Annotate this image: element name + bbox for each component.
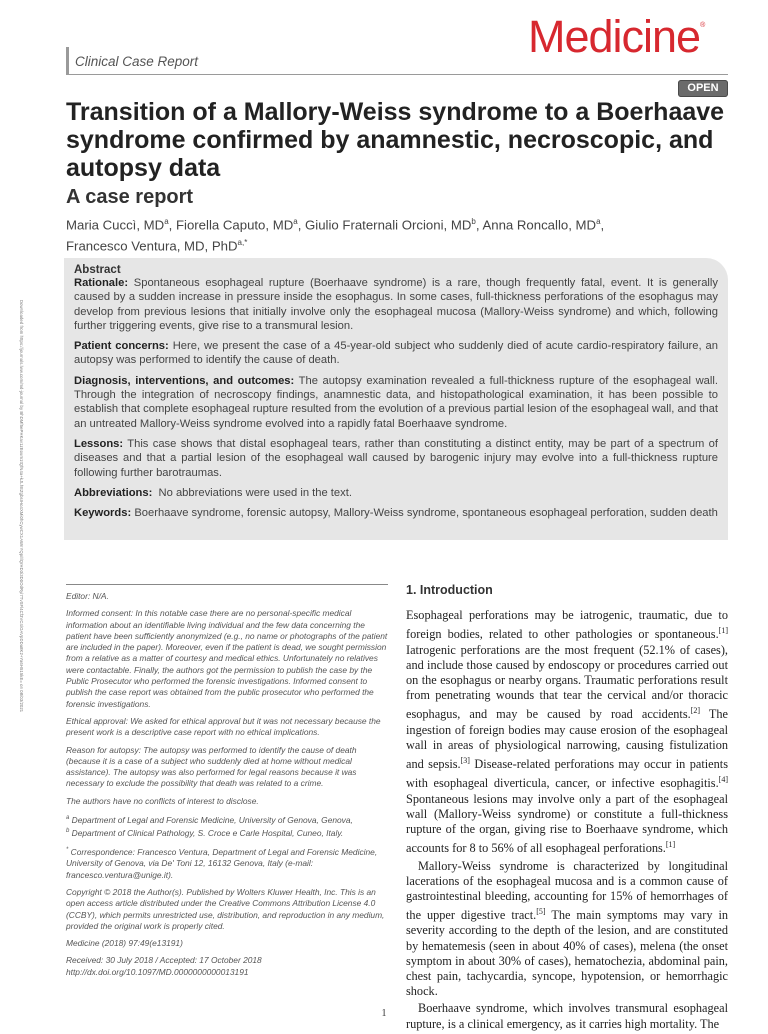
page-number: 1: [381, 1008, 387, 1019]
author-name: Anna Roncallo, MD: [482, 217, 597, 233]
abstract-abbreviations: [74, 486, 718, 500]
affiliation-a: [66, 813, 388, 826]
keywords-text: Boerhaave syndrome, forensic autopsy, Mallory-Weiss syndrome, spontaneous esophageal perforation, sudden death: [134, 507, 718, 520]
received-note: Received: 30 July 2018 / Accepted: 17 October 2018: [66, 955, 262, 966]
citation-note: Medicine (2018) 97:49(e13191): [66, 938, 183, 949]
footnote-column: [66, 584, 388, 984]
correspondence-mark: *: [66, 847, 69, 854]
article-title: Transition of a Mallory-Weiss syndrome to a Boerhaave syndrome confirmed by anamnestic, necroscopic, and autopsy data: [66, 98, 725, 182]
abstract-patient-concerns: [74, 339, 718, 368]
text-run: The main symptoms may vary in severity according to the depth of the lesion, and are constituted by hematemesis (seen in about 40% of cases), melena (the onset symptom in about 30% of cases), hematochezia, abdominal pain, chest pain, tachycardia, syncope, hypotension, or hemorrhagic shock.: [406, 908, 729, 999]
author-separator: ,: [168, 217, 176, 233]
header-divider: [66, 74, 728, 75]
citation-ref[interactable]: [4]: [718, 775, 728, 785]
affiliation-b-mark: b: [66, 828, 70, 835]
abbreviations-label: Abbreviations:: [74, 486, 153, 499]
conflicts-note: The authors have no conflicts of interest to disclose.: [66, 795, 259, 806]
abstract-keywords: [74, 506, 718, 520]
text-run: Spontaneous lesions may involve only a part of the esophageal wall (Mallory-Weiss syndrome) or constitute a full-thickness rupture of the organ, giving rise to Boerhaave syndrome, which accounts for 8 to 56% of all esophageal perforations.: [406, 791, 728, 856]
abstract-diagnosis: [74, 374, 718, 431]
lessons-label: Lessons:: [74, 437, 124, 450]
download-note: Downloaded from https://journals.lww.com/md-journal by BhDMf5ePHKav1zEoum1tQfN4a+kJLhEZgbsIHo4XMi0hCywCX1AWnYQp/IlQrHD3i3D0OdRyi7TvSFl4Cf3VC4/OAVpDDa8K2+Ya6H515kE= on 08/03/2021: [19, 300, 24, 713]
text-run: The ingestion of foreign bodies may cause erosion of the esophageal wall in areas of physiological narrowing, causing fistulization and sepsis.: [406, 707, 728, 772]
rationale-label: Rationale:: [74, 277, 129, 289]
author-affiliation-mark: a: [293, 217, 298, 226]
header-accent-bar: [66, 47, 69, 75]
abstract-heading: Abstract: [74, 264, 121, 276]
editor-note: Editor: N/A.: [66, 591, 109, 601]
text-run: Disease-related perforations may occur in patients with esophageal diverticula, cancer, or infective esophagitis.: [406, 757, 728, 791]
author-affiliation-mark: a,*: [237, 238, 248, 248]
citation-ref[interactable]: [1]: [665, 840, 676, 850]
concerns-label: Patient concerns:: [74, 340, 169, 353]
citation-ref[interactable]: [1]: [718, 626, 728, 636]
citation-ref[interactable]: [2]: [690, 706, 701, 716]
affiliation-a-mark: a: [66, 815, 70, 822]
diagnosis-label: Diagnosis, interventions, and outcomes:: [74, 374, 295, 387]
abstract-lessons: [74, 437, 718, 480]
concerns-text: Here, we present the case of a 45-year-old subject who suddenly died of acute cardio-respiratory failure, an autopsy was performed to identify the cause of death.: [74, 340, 718, 367]
abstract-rationale: [74, 276, 718, 333]
author-separator: ,: [475, 217, 483, 233]
keywords-label: Keywords:: [74, 507, 132, 520]
author-affiliation-mark: a: [596, 217, 601, 226]
journal-logo: [528, 11, 705, 62]
journal-name: Medicine: [528, 11, 701, 62]
correspondence-note: [66, 845, 388, 881]
consent-note: Informed consent: In this notable case there are no personal-specific medical information about an identifiable living individual and the few data concerning the patient have been sufficiently anonymized (e.g., no name or photographs of the patient are included in the paper). Moreover, even if the patient is dead, we sought permission from a relative as a matter of courtesy and medical ethics. Unfortunately no relatives were contactable. Finally, the authors got the permission to publish the case by the Public Prosecutor who performed the forensic investigations. Informed consent to publish the case report was obtained from the public prosecutor who performed the forensic investigations.: [66, 608, 388, 709]
reason-note: Reason for autopsy: The autopsy was performed to identify the cause of death (because it is a case of a subject who suddenly died at home without medical assistance). The autopsy was also performed for legal reasons because it was necessary to exclude the possibility that death was related to a crime.: [66, 744, 357, 789]
abbreviations-text: No abbreviations were used in the text.: [158, 486, 352, 499]
affiliation-b: [66, 826, 388, 839]
ethical-note: Ethical approval: We asked for ethical approval but it was not necessary because the present work is a descriptive case report with no ethical implications.: [66, 715, 381, 738]
text-run: Iatrogenic perforations are the most frequent (52.1% of cases), and include those caused by endoscopy or procedures carried out on the esophagus or nearby organs. Traumatic perforations result from penetrating wounds that tear the cervical and/or thoracic esophagus, and may be caused by road accidents.: [406, 642, 728, 722]
download-watermark: [14, 300, 24, 780]
author-name: Fiorella Caputo, MD: [175, 217, 294, 233]
intro-paragraph-2: [406, 859, 728, 1000]
citation-ref[interactable]: [5]: [536, 907, 546, 917]
rationale-text: Spontaneous esophageal rupture (Boerhaave syndrome) is a rare, though frequently fatal, event. It is generally caused by a sudden increase in pressure inside the esophagus. In some cases, full-thickness perforations of the esophagus may develop from previous lesions that initially involve only the esophageal mucosa (Mallory-Weiss syndrome) and which, following further triggering events, give rise to a transmural lesion.: [74, 277, 719, 332]
intro-paragraph-3: Boerhaave syndrome, which involves transmural esophageal rupture, is a clinical emergency, as it carries high mortality. The: [406, 1001, 728, 1031]
affiliation-b-text: Department of Clinical Pathology, S. Croce e Carle Hospital, Cuneo, Italy.: [71, 827, 344, 838]
abstract-box: [64, 258, 728, 540]
article-type-label: Clinical Case Report: [75, 54, 199, 69]
author-separator: ,: [297, 217, 306, 233]
lessons-text: This case shows that distal esophageal tears, rather than constituting a distinct entity, may be part of a spectrum of diseases and that a partial lesion of the esophageal wall caused by barogenic injury may evolve into a full-thickness rupture following further barotraumas.: [74, 437, 719, 479]
copyright-note: Copyright © 2018 the Author(s). Published by Wolters Kluwer Health, Inc. This is an open access article distributed under the Creative Commons Attribution License 4.0 (CCBY), which permits unrestricted use, distribution, and reproduction in any medium, provided the original work is properly cited.: [66, 886, 385, 931]
body-column: [406, 580, 728, 1034]
author-name: Maria Cuccì, MD: [66, 217, 165, 233]
diagnosis-text: The autopsy examination revealed a full-thickness rupture of the esophageal wall. Through the integration of necroscopy findings, anamnestic data, and histopathological examination, it has been possible to establish that complete esophageal rupture resulted from the evolution of a previous partial lesion of the esophageal wall, and that an untreated Mallory-Weiss syndrome evolved into a rapidly fatal Boerhaave syndrome.: [74, 374, 718, 430]
text-run: Esophageal perforations may be iatrogenic, traumatic, due to foreign bodies, related to other pathologies or spontaneous.: [406, 608, 728, 642]
article-subtitle: A case report: [66, 186, 194, 208]
correspondence-text: Correspondence: Francesco Ventura, Department of Legal and Forensic Medicine, University of Genova, via De' Toni 12, 16132 Genova, Italy (e-mail: francesco.ventura@unige.it).: [66, 847, 378, 880]
registered-mark: ®: [700, 22, 705, 29]
author-name: Giulio Fraternali Orcioni, MD: [305, 217, 472, 233]
author-affiliation-mark: b: [471, 217, 476, 226]
author-name: Francesco Ventura, MD, PhD: [66, 238, 238, 254]
text-run: Mallory-Weiss syndrome is characterized by longitudinal lacerations of the esophageal mucosa and is a common cause of gastrointestinal bleeding, accounting for 15% of hemorrhages of the upper digestive tract.: [406, 858, 728, 923]
citation-ref[interactable]: [3]: [460, 756, 470, 766]
doi-link[interactable]: http://dx.doi.org/10.1097/MD.0000000000013191: [66, 966, 249, 977]
introduction-heading: 1. Introduction: [406, 583, 493, 597]
author-list: [66, 213, 726, 256]
author-separator: ,: [600, 217, 605, 233]
intro-paragraph-1: [406, 608, 728, 857]
author-affiliation-mark: a: [164, 217, 169, 226]
footnote-divider: [66, 584, 388, 585]
open-access-badge: OPEN: [678, 80, 728, 97]
affiliation-a-text: Department of Legal and Forensic Medicine, University of Genova, Genova,: [71, 814, 353, 825]
